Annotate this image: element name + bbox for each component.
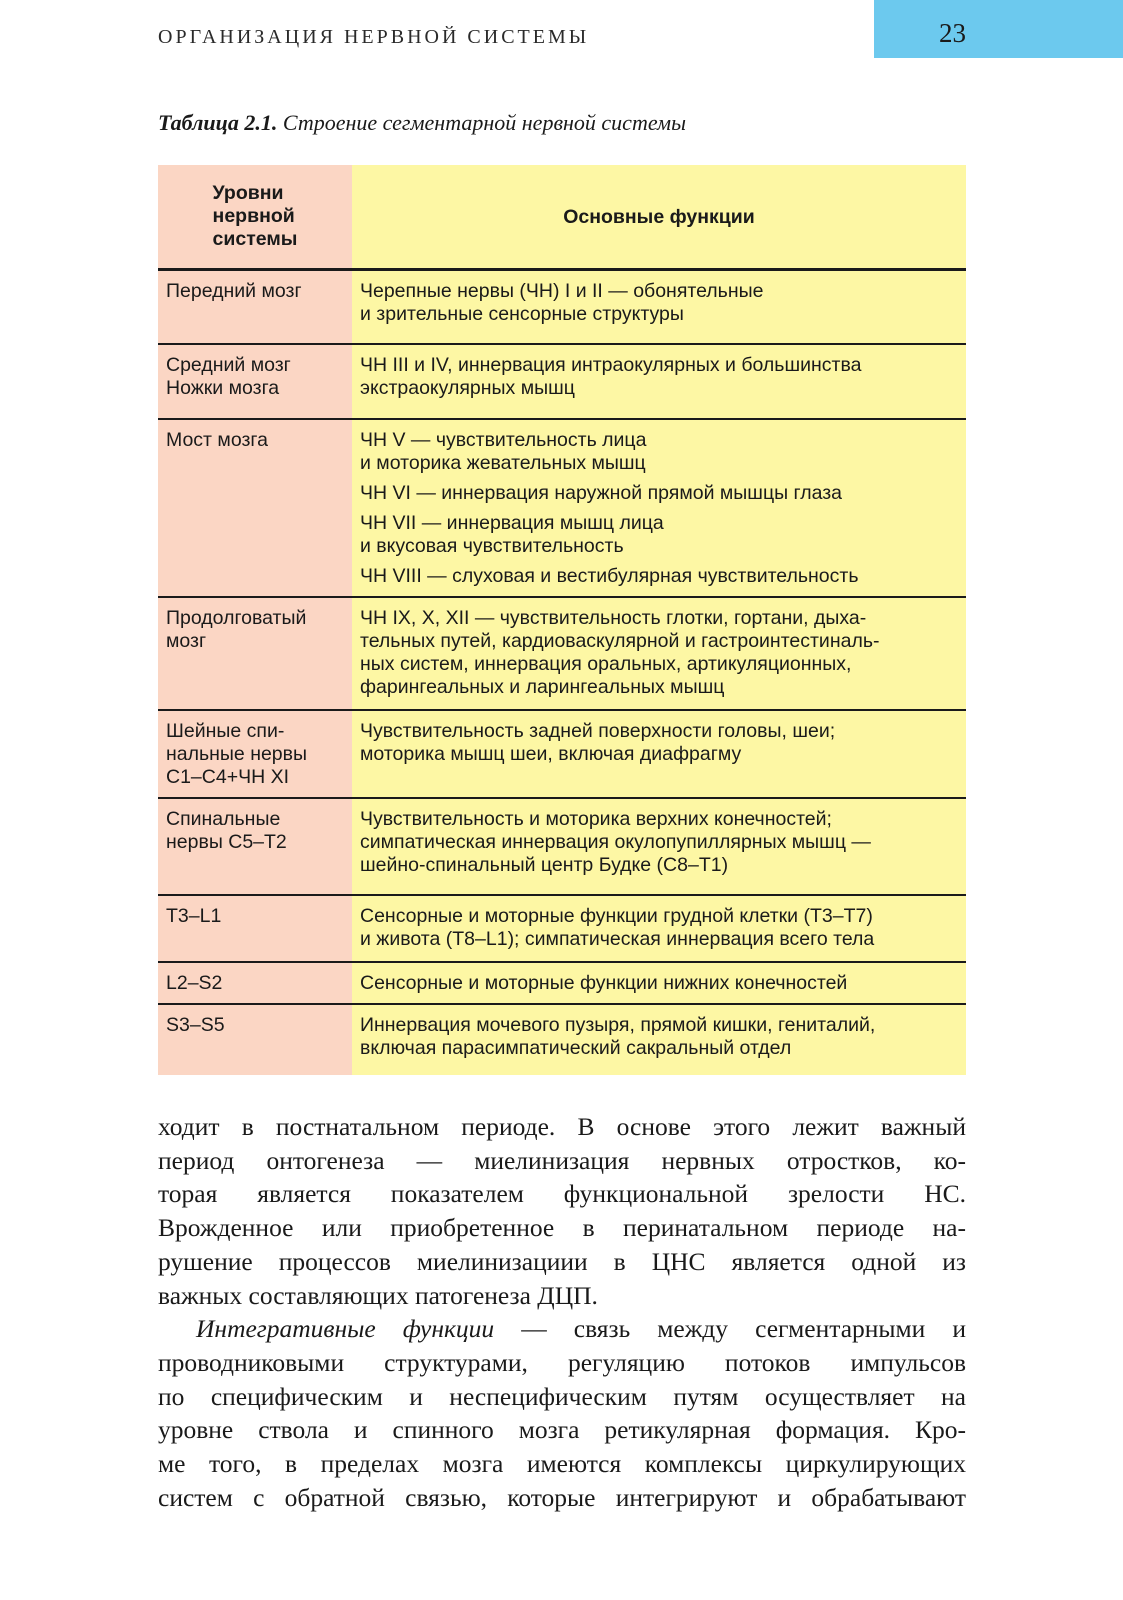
functions-cell: [352, 598, 966, 709]
level-cell: [158, 271, 352, 343]
level-cell: [158, 896, 352, 961]
functions-line: включая парасимпатический сакральный отдел: [360, 1037, 792, 1059]
integrative-functions-term: Интегративные функции: [196, 1314, 495, 1344]
functions-line: ЧН V — чувствительность лица: [360, 429, 647, 451]
functions-line: ЧН VIII — слуховая и вестибулярная чувствительность: [360, 565, 859, 587]
functions-cell: [352, 345, 966, 418]
level-line: Спинальные: [166, 808, 281, 830]
functions-paragraph: [360, 972, 958, 995]
table-caption-title: Строение сегментарной нервной системы: [282, 110, 686, 135]
table-row: [158, 598, 966, 711]
level-line: Шейные спи-: [166, 720, 285, 742]
level-line: мозг: [166, 630, 207, 652]
level-line: Мост мозга: [166, 429, 268, 451]
body-line: ходит в постнатальном периоде. В основе этого лежит важный: [158, 1112, 966, 1141]
body-line: систем с обратной связью, которые интегрируют и обрабатывают: [158, 1482, 966, 1512]
table-row: [158, 271, 966, 345]
body-line: проводниковыми структурами, регуляцию потоков импульсов: [158, 1347, 966, 1377]
level-line: Передний мозг: [166, 280, 302, 302]
level-line: L2–S2: [166, 972, 223, 994]
functions-line: экстраокулярных мышц: [360, 377, 575, 399]
functions-line: тельных путей, кардиоваскулярной и гастроинтестиналь-: [360, 630, 880, 652]
body-paragraph-2: [158, 1312, 966, 1514]
functions-paragraph: [360, 607, 958, 699]
level-line: Средний мозг: [166, 354, 291, 376]
header-levels: [158, 165, 352, 268]
functions-cell: [352, 896, 966, 961]
level-line: Ножки мозга: [166, 377, 280, 399]
functions-cell: [352, 963, 966, 1003]
table-row: [158, 345, 966, 420]
table-caption: [158, 110, 686, 136]
functions-paragraph: [360, 482, 958, 505]
body-line: важных составляющих патогенеза ДЦП.: [158, 1280, 598, 1310]
functions-paragraph: [360, 280, 958, 326]
body-line: Врожденное или приобретенное в перинатальном периоде на-: [158, 1213, 966, 1243]
functions-line: ных систем, иннервация оральных, артикуляционных,: [360, 653, 852, 675]
functions-cell: [352, 271, 966, 343]
functions-line: Чувствительность задней поверхности головы, шеи;: [360, 720, 836, 742]
functions-line: ЧН III и IV, иннервация интраокулярных и большинства: [360, 354, 862, 376]
functions-paragraph: [360, 1014, 958, 1060]
page-number: 23: [939, 18, 966, 48]
body-line: торая является показателем функциональной зрелости НС.: [158, 1179, 966, 1209]
running-title: ОРГАНИЗАЦИЯ НЕРВНОЙ СИСТЕМЫ: [158, 26, 590, 48]
functions-line: Сенсорные и моторные функции нижних конечностей: [360, 972, 848, 994]
body-line: рушение процессов миелинизациии в ЦНС является одной из: [158, 1246, 966, 1276]
table-header-row: [158, 165, 966, 271]
level-line: нервы C5–T2: [166, 831, 287, 853]
functions-paragraph: [360, 905, 958, 951]
functions-line: Черепные нервы (ЧН) I и II — обонятельные: [360, 280, 764, 302]
table-row: [158, 1005, 966, 1075]
table-caption-label: Таблица 2.1.: [158, 110, 278, 135]
table-row: [158, 896, 966, 963]
functions-line: и живота (T8–L1); симпатическая иннервация всего тела: [360, 928, 875, 950]
level-line: T3–L1: [166, 905, 222, 927]
functions-line: симпатическая иннервация окулопупиллярных мышц —: [360, 831, 871, 853]
body-line: ме того, в пределах мозга имеются комплексы циркулирующих: [158, 1449, 966, 1479]
header-functions: Основные функции: [352, 165, 966, 268]
body-line: [158, 1312, 966, 1346]
body-line: по специфическим и неспецифическим путям осуществляет на: [158, 1381, 966, 1411]
body-line-rest: — связь между сегментарными и: [494, 1314, 967, 1344]
functions-paragraph: [360, 354, 958, 400]
body-line: уровне ствола и спинного мозга ретикулярная формация. Кро-: [158, 1415, 966, 1445]
level-cell: [158, 345, 352, 418]
level-cell: [158, 711, 352, 797]
level-cell: [158, 598, 352, 709]
functions-cell: [352, 799, 966, 894]
functions-line: и зрительные сенсорные структуры: [360, 303, 684, 325]
functions-line: ЧН VI — иннервация наружной прямой мышцы глаза: [360, 482, 843, 504]
table-row: [158, 799, 966, 896]
functions-paragraph: [360, 429, 958, 475]
functions-cell: [352, 420, 966, 596]
table-row: [158, 711, 966, 799]
table-row: [158, 963, 966, 1005]
level-cell: [158, 420, 352, 596]
functions-line: и вкусовая чувствительность: [360, 535, 624, 557]
page-number-tab: [874, 0, 1123, 58]
functions-line: моторика мышц шеи, включая диафрагму: [360, 743, 742, 765]
body-paragraph-1: [158, 1110, 966, 1312]
level-line: нальные нервы: [166, 743, 308, 765]
functions-line: фарингеальных и ларингеальных мышц: [360, 676, 725, 698]
functions-line: ЧН VII — иннервация мышц лица: [360, 512, 664, 534]
level-line: S3–S5: [166, 1014, 225, 1036]
header-levels-line: нервной: [212, 205, 295, 227]
functions-paragraph: [360, 512, 958, 558]
body-text: [158, 1110, 966, 1514]
level-line: C1–C4+ЧН XI: [166, 766, 290, 788]
header-levels-line: системы: [212, 228, 298, 250]
segmental-nervous-system-table: [158, 165, 966, 1075]
functions-line: и моторика жевательных мышц: [360, 452, 646, 474]
level-cell: [158, 799, 352, 894]
table-row: [158, 420, 966, 598]
functions-line: Иннервация мочевого пузыря, прямой кишки, гениталий,: [360, 1014, 876, 1036]
functions-paragraph: [360, 720, 958, 766]
level-line: Продолговатый: [166, 607, 307, 629]
functions-line: Чувствительность и моторика верхних конечностей;: [360, 808, 832, 830]
body-line: период онтогенеза — миелинизация нервных отростков, ко-: [158, 1145, 966, 1175]
functions-paragraph: [360, 808, 958, 877]
functions-line: шейно-спинальный центр Будке (C8–T1): [360, 854, 729, 876]
functions-cell: [352, 1005, 966, 1075]
level-cell: [158, 963, 352, 1003]
functions-cell: [352, 711, 966, 797]
functions-line: ЧН IX, X, XII — чувствительность глотки, гортани, дыха-: [360, 607, 867, 629]
level-cell: [158, 1005, 352, 1075]
header-levels-line: Уровни: [212, 182, 284, 204]
functions-line: Сенсорные и моторные функции грудной клетки (T3–T7): [360, 905, 873, 927]
functions-paragraph: [360, 565, 958, 588]
